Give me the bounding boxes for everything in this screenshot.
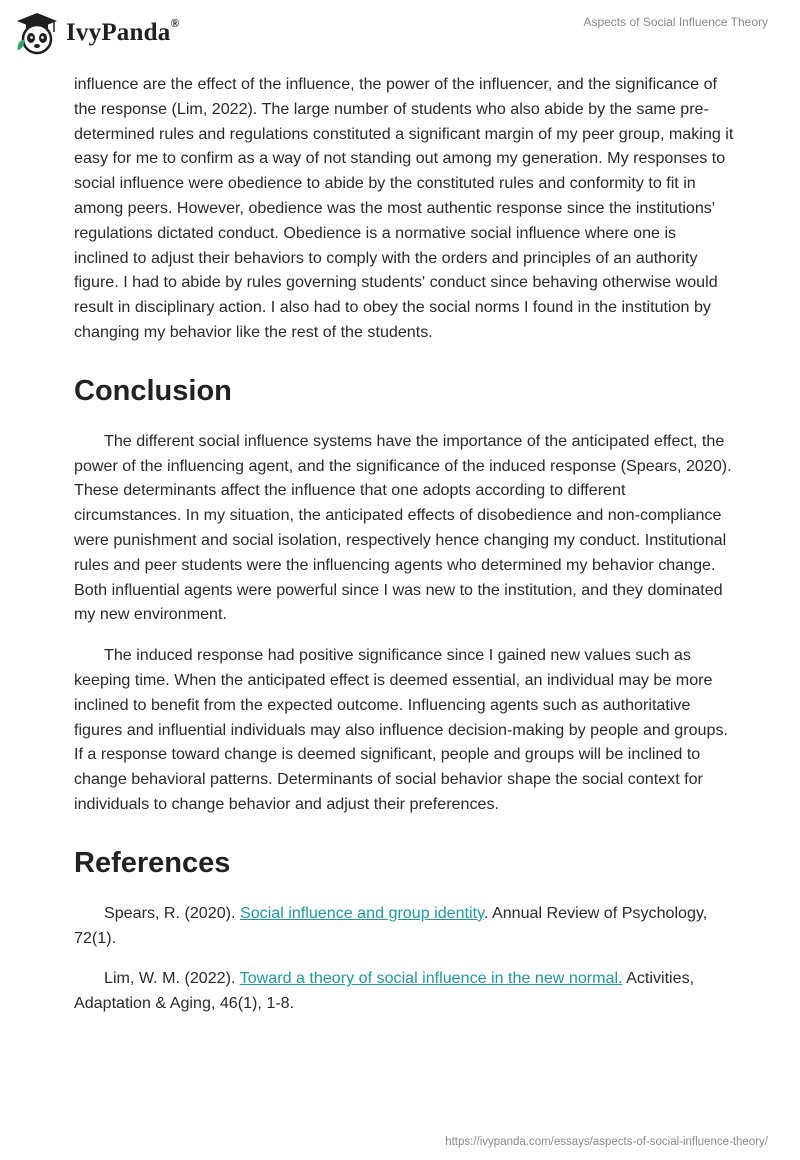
references-heading: References — [74, 846, 231, 879]
brand-name: IvyPanda® — [66, 15, 180, 46]
intro-paragraph: influence are the effect of the influence, the power of the influencer, and the significance of the response (Lim, 2022). The large number of students who also abide by the same pre-determined rules and regulations constituted a significant margin of my peer group, making it easy for me to confirm as a way of not standing out among my generation. My responses to social influence were obedience to abide by the constituted rules and conformity to fit in among peers. However, obedience was the most authentic response since the institutions' regulations dictated conduct. Obedience is a normative social influence where one is inclined to adjust their behaviors to comply with the orders and principles of an authority figure. I had to abide by rules governing students' conduct since behaving otherwise would result in disciplinary action. I also had to obey the social norms I found in the institution by changing my behavior like the rest of the students. — [74, 75, 734, 341]
essay-content — [74, 72, 734, 1016]
reference-text: . Annual Review of Psychology, 72(1). — [74, 903, 708, 947]
page-header — [0, 0, 800, 70]
panda-icon — [14, 10, 60, 56]
ivypanda-logo[interactable] — [14, 8, 180, 58]
conclusion-heading: Conclusion — [74, 374, 232, 407]
conclusion-paragraph-2: The induced response had positive significance since I gained new values such as keeping time. When the anticipated effect is deemed essential, an individual may be more inclined to benefit from the expected outcome. Influencing agents such as authoritative figures and influential individuals may also influence decision-making by people and groups. If a response toward change is deemed significant, people and groups will be inclined to change behavioral patterns. Determinants of social behavior shape the social context for individuals to change behavior and adjust their preferences. — [74, 646, 728, 813]
reference-item — [74, 901, 734, 951]
reference-link[interactable]: Social influence and group identity — [239, 903, 484, 922]
conclusion-paragraph-1: The different social influence systems have the importance of the anticipated effect, the power of the influencing agent, and the significance of the induced response (Spears, 2020). These determinants affect the influence that one adopts according to different circumstances. In my situation, the anticipated effects of disobedience and non-compliance were punishment and social isolation, respectively hence changing my conduct. Institutional rules and peer students were the influencing agents who determined my behavior change. Both influential agents were powerful since I was new to the institution, and they dominated my new environment. — [74, 431, 732, 624]
reference-text: Spears, R. (2020). — [104, 903, 240, 922]
reference-text: Lim, W. M. (2022). — [104, 969, 240, 988]
reference-text: Activities, Adaptation & Aging, 46(1), 1-8. — [74, 969, 695, 1013]
document-title: Aspects of Social Influence Theory — [583, 15, 768, 29]
reference-link[interactable]: Toward a theory of social influence in the new normal. — [239, 969, 623, 988]
source-url[interactable]: https://ivypanda.com/essays/aspects-of-social-influence-theory/ — [445, 1136, 768, 1148]
reference-item — [74, 966, 734, 1016]
